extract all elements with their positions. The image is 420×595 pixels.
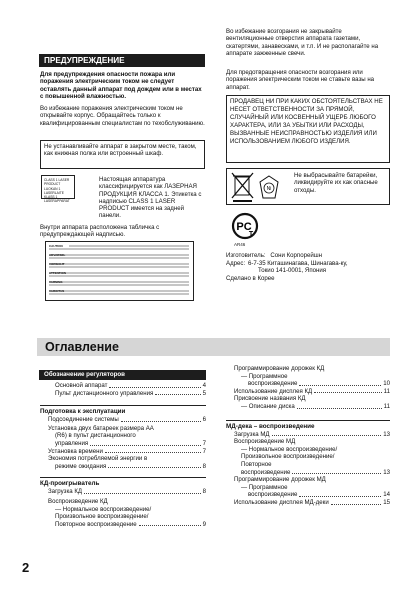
laser-class-text: Настоящая аппаратура классифицируется как ЛАЗЕРНАЯ ПРОДУКЦИЯ КЛАССА 1. Этикетка с надписью CLASS 1 LASER PRODUCT имеется на задней панели. (99, 176, 202, 220)
toc-entry[interactable]: Основной аппарат 4 (55, 382, 206, 389)
toc-section-prep: Подготовка к эксплуатации (40, 408, 126, 416)
made-in-text: Сделано в Корее (226, 274, 275, 282)
warning-header (39, 54, 205, 67)
toc-left-column (40, 382, 206, 528)
toc-entry[interactable]: — Нормальное воспроизведение/ Произвольное воспроизведение/ Повторное воспроизведение 9 (55, 505, 206, 528)
caution-label (45, 241, 194, 301)
toc-section-md: МД-дека – воспроизведение (226, 422, 315, 430)
svg-text:T: T (248, 231, 254, 238)
toc-entry[interactable]: Экономия потребляемой энергии в режиме ожидания 8 (48, 455, 206, 470)
toc-entry[interactable]: Подсоединение системы 6 (48, 416, 206, 424)
battery-disposal-text: Не выбрасывайте батарейки, ликвидируйте их как опасные отходы. (294, 172, 378, 194)
address-label: Адрес: (226, 259, 246, 267)
toc-entry[interactable]: Установка времени 7 (48, 447, 206, 455)
warning-header-text: ПРЕДУПРЕЖДЕНИЕ (44, 56, 125, 65)
seller-disclaimer-text: ПРОДАВЕЦ НИ ПРИ КАКИХ ОБСТОЯТЕЛЬСТВАХ НЕ НЕСЕТ ОТВЕТСТВЕННОСТИ ЗА ПРЯМОЙ, СЛУЧАЙНЫЙ ИЛИ КОСВЕННЫЙ УЩЕРБ ЛЮБОГО ХАРАКТЕРА, ИЛИ ЗА УБЫТКИ ИЛИ РАСХОДЫ, ВЫЗВАННЫЕ НЕИСПРАВНОСТЬЮ ИЗДЕЛИЯ ИЛИ ИСПОЛЬЗОВАНИЕМ ЛЮБОГО ИЗДЕЛИЯ. (230, 98, 383, 145)
toc-entry[interactable]: — Нормальное воспроизведение/ Произвольное воспроизведение/ Повторное воспроизведение 13 (241, 445, 390, 476)
toc-entry[interactable]: — Программное воспроизведение 10 (241, 372, 390, 388)
manufacturer-block (226, 252, 390, 282)
installation-note-box (40, 140, 205, 169)
svg-text:Ni: Ni (266, 186, 272, 192)
ventilation-warning-text: Во избежание возгорания не закрывайте вентиляционные отверстия аппарата газетами, скатертями, занавесками, и т.п. И не располагайте на аппарате зажженные свечи. (226, 28, 379, 57)
caution-line-2: ADVARSEL (49, 253, 66, 257)
caution-line-3: VORSICHT (49, 262, 65, 266)
manufacturer-label: Изготовитель: (226, 252, 266, 259)
svg-text:PC: PC (236, 221, 252, 233)
certification-code: AR46 (234, 242, 246, 247)
manufacturer-name: Сони Корпорейшн (270, 252, 323, 259)
toc-entry[interactable]: Пульт дистанционного управления 5 (55, 389, 206, 397)
page-number: 2 (22, 560, 30, 575)
toc-overview-header (39, 370, 206, 380)
toc-subheading: Воспроизведение КД (48, 497, 108, 505)
caution-line-1: CAUTION (49, 244, 63, 248)
toc-subheading: Присвоение названия КД (234, 395, 306, 403)
toc-subheading: Программирование дорожек КД (234, 365, 325, 372)
address-line-1: 6-7-35 Киташинагава, Шинагава-ку, (248, 259, 348, 267)
toc-right-column (226, 365, 390, 507)
fire-warning-text: Для предупреждения опасности пожара или поражения электрическим током не следует оставлять данный аппарат под дождем или в местах с повышенной влажностью. (40, 71, 202, 100)
toc-section-cd: КД-проигрыватель (40, 480, 100, 488)
battery-recycle-icon (257, 174, 281, 202)
toc-entry[interactable]: Установка двух батареек размера AA (R6) в пульт дистанционного управления 7 (48, 424, 206, 447)
toc-entry[interactable]: Использование дисплея МД-деки 15 (234, 498, 390, 506)
inner-label-intro: Внутри аппарата расположена табличка с предупреждающей надписью. (40, 224, 160, 239)
address-line-2: Токио 141-0001, Япония (258, 267, 327, 275)
toc-overview-header-text: Обозначение регуляторов (44, 371, 125, 378)
toc-entry[interactable]: — Описание диска 11 (241, 402, 390, 410)
toc-entry[interactable]: Загрузка КД 8 (48, 488, 206, 496)
caution-line-6: VAROITUS (49, 289, 65, 293)
caution-line-5: VARNING (49, 280, 63, 284)
crossed-bin-icon (229, 170, 257, 204)
toc-entry[interactable]: — Программное воспроизведение 14 (241, 483, 390, 499)
laser-product-label (41, 175, 75, 204)
pct-certification-icon (231, 212, 261, 242)
toc-entry[interactable]: Использование дисплея КД 11 (234, 387, 390, 395)
vase-warning-text: Для предотвращения опасности возгорания или поражения электрическим током не ставьте вазы на аппарат. (226, 69, 375, 91)
seller-disclaimer-box (226, 95, 390, 163)
laser-label-line-3: KLASS 1 LASERAPPARAT (44, 195, 70, 204)
shock-warning-text: Во избежание поражения электрическим током не открывайте корпус. Обращайтесь только к квалифицированным специалистам по техобслуживанию. (40, 105, 205, 127)
toc-entry[interactable]: Загрузка МД 13 (234, 430, 390, 438)
toc-subheading: Воспроизведение МД (234, 438, 296, 446)
laser-label-line-2: LUOKAN 1 LASERLAITE (44, 186, 64, 195)
caution-line-4: ATTENTION (49, 271, 66, 275)
toc-subheading: Программирование дорожек МД (234, 476, 326, 484)
toc-title: Оглавление (45, 340, 119, 354)
installation-note-text: Не устанавливайте аппарат в закрытом месте, таком, как книжная полка или встроенный шкаф. (44, 143, 197, 158)
toc-title-bar (37, 338, 390, 356)
laser-label-line-1: CLASS 1 LASER PRODUCT (44, 178, 70, 187)
